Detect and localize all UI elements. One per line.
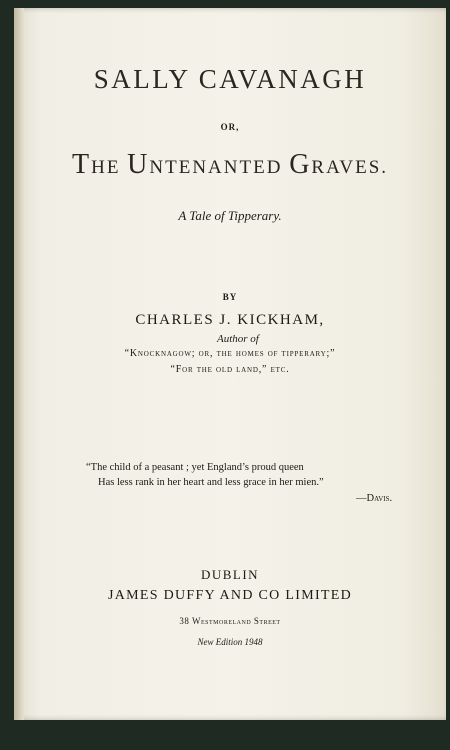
author-name: CHARLES J. KICKHAM, xyxy=(135,312,325,328)
subtitle-initial: U xyxy=(127,149,150,180)
book-subtitle xyxy=(14,149,446,181)
book-tagline: A Tale of Tipperary. xyxy=(178,208,282,223)
subtitle-word: NTENANTED xyxy=(149,157,283,178)
subtitle-word: RAVES. xyxy=(311,157,389,178)
epigraph-line-2: Has less rank in her heart and less grace in her mien.” xyxy=(98,477,324,488)
imprint-edition: New Edition 1948 xyxy=(197,637,263,647)
author-of-label: Author of xyxy=(217,333,259,345)
imprint-street: 38 Westmoreland Street xyxy=(179,616,281,626)
by-line: BY xyxy=(222,292,238,302)
subtitle-initial: G xyxy=(289,149,312,180)
book-title: SALLY CAVANAGH xyxy=(93,64,367,94)
subtitle-word: HE xyxy=(91,157,121,178)
epigraph-attribution: —Davis. xyxy=(356,493,393,504)
subtitle-initial: T xyxy=(71,149,92,180)
imprint-publisher: JAMES DUFFY AND CO LIMITED xyxy=(107,588,353,603)
title-connector: OR, xyxy=(220,122,240,132)
author-work-1: “Knocknagow; or, the homes of tipperary;” xyxy=(124,348,336,359)
imprint-city: DUBLIN xyxy=(200,567,260,582)
title-page xyxy=(14,8,446,720)
author-work-2: “For the old land,” etc. xyxy=(170,364,290,375)
epigraph-line-1: “The child of a peasant ; yet England’s proud queen xyxy=(86,462,304,473)
